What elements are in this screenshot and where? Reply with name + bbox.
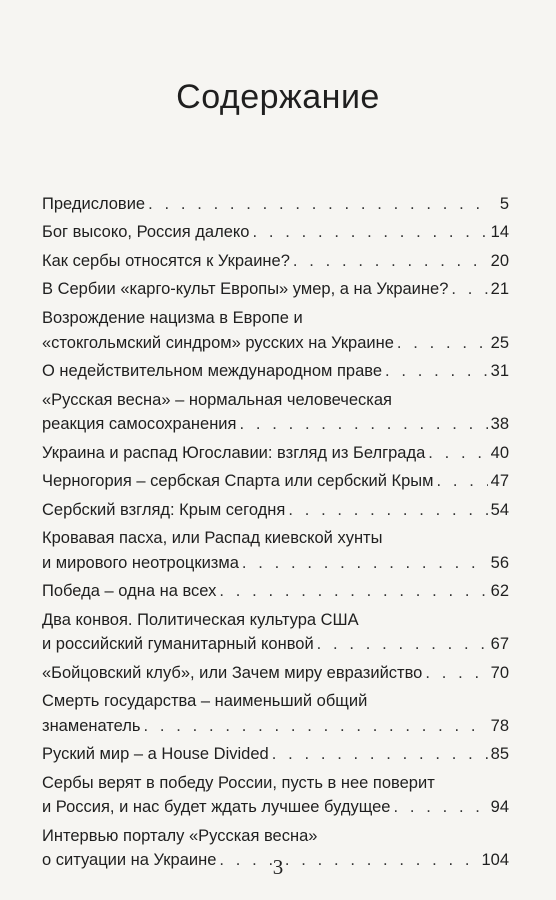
- toc-entry-line: [42, 689, 509, 714]
- toc-entry: [42, 689, 509, 738]
- toc-entry-page: 94: [490, 798, 509, 817]
- toc-entry-page: 5: [499, 195, 509, 213]
- toc-dot-leader: [252, 220, 487, 245]
- toc-entry-title: Кровавая пасха, или Распад киевской хунты: [42, 529, 383, 548]
- toc-entry: [42, 661, 509, 686]
- toc-entry-line: [42, 359, 509, 384]
- toc-entry-line: [42, 249, 509, 274]
- toc-entry-line: [42, 306, 509, 331]
- toc-dot-leader: [385, 359, 488, 384]
- toc-entry: [42, 469, 509, 494]
- toc-entry-page: 40: [490, 443, 509, 462]
- toc-entry-title: знаменатель: [42, 716, 141, 735]
- toc-entry-line: [42, 632, 509, 657]
- toc-entry-line: [42, 220, 509, 245]
- toc-entry-title: реакция самосохранения: [42, 415, 237, 434]
- toc-entry-page: 67: [490, 635, 509, 654]
- toc-entry-line: [42, 469, 509, 494]
- toc-entry-line: [42, 192, 509, 217]
- toc-entry-page: 70: [490, 663, 509, 682]
- toc-entry: [42, 359, 509, 384]
- table-of-contents: [42, 192, 509, 877]
- toc-entry-line: [42, 795, 509, 820]
- toc-entry-line: [42, 661, 509, 686]
- toc-entry-page: 20: [490, 251, 509, 270]
- toc-entry-title: Украина и распад Югославии: взгляд из Белграда: [42, 443, 426, 462]
- toc-dot-leader: [317, 632, 488, 657]
- toc-dot-leader: [144, 714, 488, 739]
- toc-entry: [42, 526, 509, 575]
- toc-entry-page: 31: [490, 362, 509, 381]
- toc-entry-line: [42, 824, 509, 849]
- toc-entry-line: [42, 714, 509, 739]
- toc-entry-line: [42, 388, 509, 413]
- toc-entry-title: и мирового неотроцкизма: [42, 553, 239, 572]
- toc-dot-leader: [148, 192, 492, 217]
- toc-entry-title: «Русская весна» – нормальная человеческая: [42, 390, 392, 409]
- toc-entry-title: Два конвоя. Политическая культура США: [42, 610, 359, 629]
- toc-dot-leader: [393, 795, 487, 820]
- toc-entry-title: Черногория – сербская Спарта или сербский Крым: [42, 472, 434, 491]
- toc-entry: [42, 277, 509, 302]
- toc-entry-page: 25: [490, 333, 509, 352]
- toc-entry: [42, 220, 509, 245]
- toc-entry-title: Интервью порталу «Русская весна»: [42, 826, 318, 845]
- toc-entry: [42, 388, 509, 437]
- toc-dot-leader: [219, 579, 487, 604]
- toc-entry-title: Руский мир – a House Divided: [42, 745, 269, 764]
- toc-entry-page: 56: [490, 553, 509, 572]
- toc-entry-line: [42, 331, 509, 356]
- toc-dot-leader: [272, 742, 488, 767]
- toc-entry-title: О недействительном международном праве: [42, 362, 383, 381]
- page-title: Содержание: [176, 78, 380, 116]
- toc-entry-title: и Россия, и нас будет ждать лучшее будущее: [42, 798, 391, 817]
- toc-entry-line: [42, 771, 509, 796]
- toc-entry-line: [42, 526, 509, 551]
- toc-entry-title: В Сербии «карго-культ Европы» умер, а на Украине?: [42, 280, 449, 299]
- toc-entry: [42, 742, 509, 767]
- toc-entry-line: [42, 277, 509, 302]
- toc-dot-leader: [239, 412, 487, 437]
- toc-entry-title: Победа – одна на всех: [42, 582, 217, 601]
- toc-entry-page: 21: [490, 280, 509, 299]
- toc-entry: [42, 192, 509, 217]
- toc-entry-title: «стокгольмский синдром» русских на Украине: [42, 333, 394, 352]
- toc-entry-line: [42, 441, 509, 466]
- toc-entry-line: [42, 608, 509, 633]
- toc-entry: [42, 498, 509, 523]
- toc-entry-title: о ситуации на Украине: [42, 851, 217, 870]
- toc-entry-title: Смерть государства – наименьший общий: [42, 692, 368, 711]
- toc-entry-title: Сербы верят в победу России, пусть в нее поверит: [42, 773, 435, 792]
- toc-entry-line: [42, 579, 509, 604]
- toc-entry-line: [42, 412, 509, 437]
- toc-dot-leader: [242, 551, 488, 576]
- toc-dot-leader: [437, 469, 488, 494]
- toc-entry-title: Предисловие: [42, 195, 146, 213]
- toc-entry-title: Как сербы относятся к Украине?: [42, 251, 290, 270]
- toc-dot-leader: [293, 249, 488, 274]
- toc-dot-leader: [397, 331, 488, 356]
- page-number: 3: [272, 855, 284, 879]
- toc-entry: [42, 608, 509, 657]
- toc-entry-title: Сербский взгляд: Крым сегодня: [42, 500, 286, 519]
- toc-entry: [42, 249, 509, 274]
- toc-dot-leader: [451, 277, 487, 302]
- toc-entry-page: 104: [481, 851, 509, 870]
- toc-entry-title: Возрождение нацизма в Европе и: [42, 308, 303, 327]
- toc-entry-title: и российский гуманитарный конвой: [42, 635, 314, 654]
- toc-entry: [42, 441, 509, 466]
- toc-entry-page: 54: [490, 500, 509, 519]
- toc-entry-line: [42, 498, 509, 523]
- toc-entry-page: 85: [490, 745, 509, 764]
- toc-entry-page: 78: [490, 716, 509, 735]
- toc-entry: [42, 306, 509, 355]
- toc-entry-page: 62: [490, 582, 509, 601]
- toc-entry: [42, 771, 509, 820]
- toc-dot-leader: [428, 441, 487, 466]
- toc-entry-title: «Бойцовский клуб», или Зачем миру евразийство: [42, 663, 423, 682]
- toc-dot-leader: [288, 498, 487, 523]
- toc-entry-page: 47: [490, 472, 509, 491]
- toc-entry-page: 38: [490, 415, 509, 434]
- toc-entry-title: Бог высоко, Россия далеко: [42, 223, 250, 242]
- toc-dot-leader: [425, 661, 487, 686]
- toc-entry-line: [42, 551, 509, 576]
- toc-entry-page: 14: [490, 223, 509, 242]
- toc-entry: [42, 579, 509, 604]
- toc-entry-line: [42, 742, 509, 767]
